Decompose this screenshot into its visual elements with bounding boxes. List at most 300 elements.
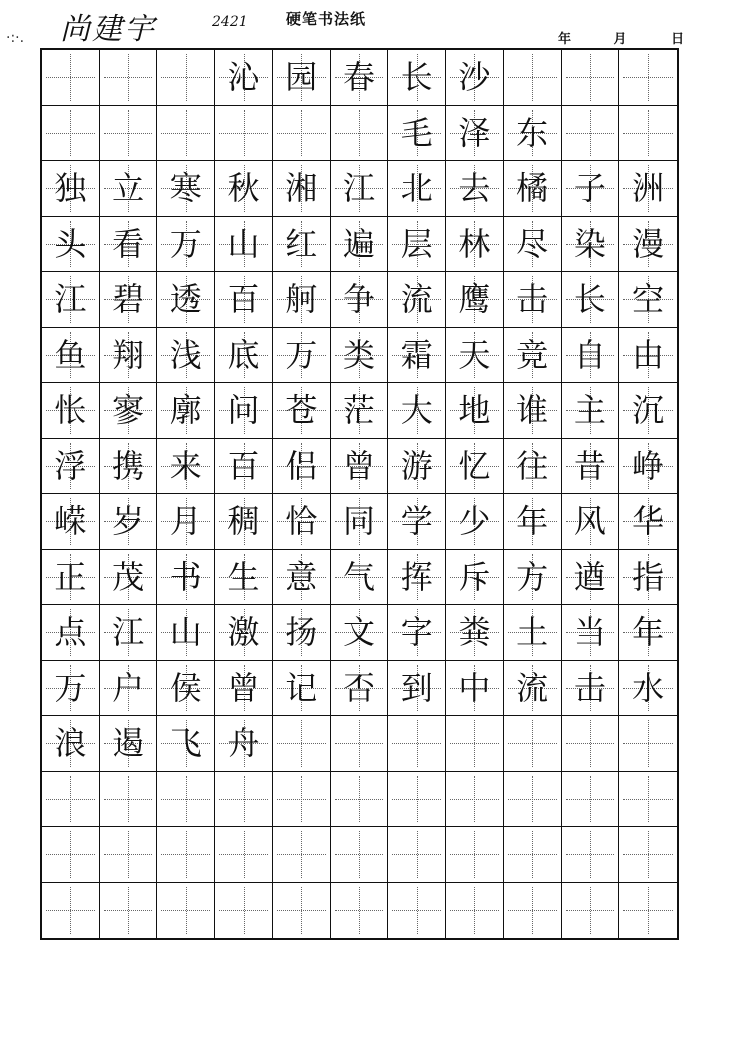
grid-cell: [157, 328, 215, 383]
grid-cell: [273, 50, 331, 105]
grid-row: [42, 106, 677, 162]
grid-character: 江: [112, 613, 145, 652]
grid-character: 字: [400, 613, 433, 652]
grid-cell: [100, 50, 158, 105]
grid-cell: [504, 772, 562, 827]
grid-cell: [100, 661, 158, 716]
grid-character: 碧: [112, 280, 145, 319]
grid-cell: [446, 106, 504, 161]
grid-character: 年: [516, 502, 549, 541]
grid-cell: [388, 550, 446, 605]
grid-character: 看: [112, 224, 145, 263]
grid-character: 激: [227, 613, 260, 652]
grid-cell: [100, 827, 158, 882]
grid-cell: [619, 661, 677, 716]
grid-cell: [388, 772, 446, 827]
grid-cell: [388, 161, 446, 216]
grid-row: [42, 716, 677, 772]
grid-cell: [446, 716, 504, 771]
grid-cell: [273, 217, 331, 272]
grid-cell: [504, 106, 562, 161]
grid-character: 指: [632, 557, 665, 596]
grid-cell: [157, 50, 215, 105]
grid-cell: [562, 106, 620, 161]
grid-character: 携: [112, 446, 145, 485]
grid-character: 往: [516, 446, 549, 485]
grid-cell: [562, 272, 620, 327]
grid-cell: [331, 272, 389, 327]
grid-cell: [215, 716, 273, 771]
date-month-label: 月: [613, 32, 627, 47]
grid-character: 长: [573, 280, 606, 319]
grid-character: 霜: [400, 335, 433, 374]
paper-header: [0, 0, 730, 50]
grid-cell: [42, 827, 100, 882]
grid-cell: [100, 161, 158, 216]
grid-cell: [331, 605, 389, 660]
grid-cell: [215, 439, 273, 494]
grid-character: 挥: [400, 557, 433, 596]
paper-title: 硬笔书法纸: [286, 10, 367, 28]
grid-character: 方: [516, 557, 549, 596]
grid-character: 浮: [54, 446, 87, 485]
grid-cell: [157, 605, 215, 660]
grid-character: 立: [112, 169, 145, 208]
grid-cell: [446, 161, 504, 216]
grid-character: 头: [54, 224, 87, 263]
grid-cell: [215, 772, 273, 827]
grid-cell: [331, 827, 389, 882]
grid-cell: [331, 494, 389, 549]
grid-cell: [273, 106, 331, 161]
grid-cell: [619, 716, 677, 771]
grid-cell: [619, 439, 677, 494]
grid-cell: [619, 217, 677, 272]
grid-cell: [100, 272, 158, 327]
grid-cell: [273, 161, 331, 216]
grid-character: 万: [285, 335, 318, 374]
grid-character: 沉: [632, 391, 665, 430]
grid-character: 园: [285, 58, 318, 97]
grid-character: 寒: [169, 169, 202, 208]
grid-character: 风: [573, 502, 606, 541]
grid-cell: [215, 106, 273, 161]
grid-cell: [215, 328, 273, 383]
grid-cell: [388, 605, 446, 660]
grid-cell: [215, 827, 273, 882]
grid-cell: [446, 550, 504, 605]
grid-cell: [562, 827, 620, 882]
grid-cell: [562, 439, 620, 494]
grid-character: 主: [573, 391, 606, 430]
grid-character: 问: [227, 391, 260, 430]
grid-cell: [215, 550, 273, 605]
grid-character: 茫: [342, 391, 375, 430]
grid-cell: [619, 50, 677, 105]
grid-cell: [157, 217, 215, 272]
grid-cell: [100, 494, 158, 549]
grid-cell: [273, 272, 331, 327]
grid-row: [42, 161, 677, 217]
grid-row: [42, 217, 677, 273]
grid-cell: [157, 661, 215, 716]
grid-cell: [619, 161, 677, 216]
grid-cell: [562, 161, 620, 216]
grid-row: [42, 827, 677, 883]
grid-cell: [619, 494, 677, 549]
grid-character: 稠: [227, 502, 260, 541]
grid-cell: [273, 716, 331, 771]
grid-cell: [215, 383, 273, 438]
grid-character: 春: [342, 58, 375, 97]
grid-character: 竞: [516, 335, 549, 374]
grid-cell: [100, 217, 158, 272]
grid-character: 遍: [342, 224, 375, 263]
grid-cell: [388, 494, 446, 549]
grid-character: 游: [400, 446, 433, 485]
grid-character: 百: [227, 280, 260, 319]
grid-row: [42, 439, 677, 495]
grid-character: 遏: [112, 724, 145, 763]
grid-row: [42, 272, 677, 328]
grid-character: 昔: [573, 446, 606, 485]
grid-character: 浅: [169, 335, 202, 374]
grid-cell: [388, 272, 446, 327]
grid-cell: [446, 217, 504, 272]
grid-character: 沙: [458, 58, 491, 97]
grid-character: 岁: [112, 502, 145, 541]
grid-cell: [504, 883, 562, 939]
grid-character: 沁: [227, 58, 260, 97]
grid-character: 湘: [285, 169, 318, 208]
grid-cell: [273, 550, 331, 605]
grid-row: [42, 383, 677, 439]
grid-cell: [504, 217, 562, 272]
grid-character: 大: [400, 391, 433, 430]
grid-character: 恰: [285, 502, 318, 541]
grid-cell: [388, 661, 446, 716]
grid-cell: [562, 328, 620, 383]
grid-character: 谁: [516, 391, 549, 430]
grid-character: 漫: [632, 224, 665, 263]
grid-cell: [100, 106, 158, 161]
grid-character: 年: [632, 613, 665, 652]
grid-cell: [504, 716, 562, 771]
grid-row: [42, 661, 677, 717]
grid-character: 曾: [342, 446, 375, 485]
grid-cell: [331, 161, 389, 216]
grid-cell: [215, 217, 273, 272]
grid-character: 浪: [54, 724, 87, 763]
grid-character: 鱼: [54, 335, 87, 374]
grid-character: 万: [54, 668, 87, 707]
grid-character: 毛: [400, 113, 433, 152]
grid-cell: [446, 50, 504, 105]
grid-cell: [215, 605, 273, 660]
grid-character: 正: [54, 557, 87, 596]
grid-character: 子: [573, 169, 606, 208]
grid-character: 地: [458, 391, 491, 430]
grid-cell: [331, 716, 389, 771]
grid-character: 舸: [285, 280, 318, 319]
grid-cell: [504, 328, 562, 383]
grid-cell: [504, 550, 562, 605]
grid-character: 独: [54, 169, 87, 208]
grid-cell: [619, 550, 677, 605]
grid-cell: [446, 605, 504, 660]
grid-cell: [562, 550, 620, 605]
grid-cell: [446, 272, 504, 327]
grid-character: 空: [632, 280, 665, 319]
grid-character: 流: [400, 280, 433, 319]
grid-cell: [215, 272, 273, 327]
grid-cell: [100, 772, 158, 827]
scan-speck: ·:·.: [6, 30, 25, 46]
grid-cell: [273, 494, 331, 549]
grid-cell: [446, 439, 504, 494]
grid-cell: [100, 383, 158, 438]
grid-cell: [562, 50, 620, 105]
grid-character: 意: [285, 557, 318, 596]
date-line: [550, 28, 684, 47]
date-year-label: 年: [558, 32, 572, 47]
grid-cell: [157, 827, 215, 882]
grid-cell: [42, 439, 100, 494]
grid-character: 峥: [632, 446, 665, 485]
grid-character: 百: [227, 446, 260, 485]
grid-cell: [157, 161, 215, 216]
grid-character: 侯: [169, 668, 202, 707]
grid-cell: [157, 106, 215, 161]
grid-cell: [619, 827, 677, 882]
grid-character: 染: [573, 224, 606, 263]
grid-cell: [100, 883, 158, 939]
grid-character: 土: [516, 613, 549, 652]
grid-character: 天: [458, 335, 491, 374]
student-name: 尚建宇: [60, 12, 156, 47]
grid-cell: [388, 827, 446, 882]
grid-character: 红: [285, 224, 318, 263]
grid-character: 寥: [112, 391, 145, 430]
grid-cell: [157, 883, 215, 939]
grid-character: 中: [458, 668, 491, 707]
grid-character: 嵘: [54, 502, 87, 541]
grid-character: 生: [227, 557, 260, 596]
grid-character: 层: [400, 224, 433, 263]
grid-cell: [504, 50, 562, 105]
grid-cell: [42, 772, 100, 827]
grid-character: 斥: [458, 557, 491, 596]
grid-cell: [504, 439, 562, 494]
grid-cell: [446, 772, 504, 827]
grid-character: 自: [573, 335, 606, 374]
grid-cell: [619, 106, 677, 161]
grid-character: 北: [400, 169, 433, 208]
grid-cell: [331, 883, 389, 939]
grid-character: 遒: [573, 557, 606, 596]
grid-cell: [331, 772, 389, 827]
grid-character: 华: [632, 502, 665, 541]
grid-character: 透: [169, 280, 202, 319]
grid-cell: [215, 661, 273, 716]
grid-cell: [157, 439, 215, 494]
grid-character: 万: [169, 224, 202, 263]
grid-cell: [273, 661, 331, 716]
grid-cell: [388, 50, 446, 105]
grid-character: 泽: [458, 113, 491, 152]
grid-character: 学: [400, 502, 433, 541]
grid-row: [42, 50, 677, 106]
grid-cell: [100, 328, 158, 383]
grid-cell: [157, 772, 215, 827]
grid-character: 粪: [458, 613, 491, 652]
grid-character: 山: [227, 224, 260, 263]
grid-cell: [504, 383, 562, 438]
grid-character: 月: [169, 502, 202, 541]
grid-character: 击: [573, 668, 606, 707]
grid-cell: [331, 439, 389, 494]
grid-cell: [562, 716, 620, 771]
grid-cell: [331, 106, 389, 161]
grid-character: 忆: [458, 446, 491, 485]
grid-cell: [446, 328, 504, 383]
grid-cell: [273, 883, 331, 939]
grid-cell: [562, 383, 620, 438]
grid-character: 去: [458, 169, 491, 208]
grid-character: 橘: [516, 169, 549, 208]
grid-cell: [446, 883, 504, 939]
grid-cell: [331, 217, 389, 272]
grid-cell: [562, 494, 620, 549]
grid-cell: [157, 494, 215, 549]
grid-cell: [42, 161, 100, 216]
grid-cell: [504, 161, 562, 216]
grid-character: 户: [112, 668, 145, 707]
grid-cell: [446, 827, 504, 882]
grid-cell: [388, 383, 446, 438]
grid-cell: [273, 772, 331, 827]
grid-cell: [446, 494, 504, 549]
grid-row: [42, 883, 677, 939]
calligraphy-grid: [40, 48, 679, 940]
grid-cell: [562, 772, 620, 827]
grid-character: 苍: [285, 391, 318, 430]
grid-cell: [100, 605, 158, 660]
grid-cell: [273, 605, 331, 660]
grid-character: 记: [285, 668, 318, 707]
grid-cell: [157, 383, 215, 438]
grid-character: 飞: [169, 724, 202, 763]
grid-character: 秋: [227, 169, 260, 208]
grid-character: 水: [632, 668, 665, 707]
grid-row: [42, 772, 677, 828]
grid-cell: [619, 605, 677, 660]
grid-character: 茂: [112, 557, 145, 596]
grid-cell: [273, 827, 331, 882]
grid-cell: [446, 661, 504, 716]
grid-row: [42, 605, 677, 661]
grid-cell: [331, 328, 389, 383]
grid-cell: [42, 383, 100, 438]
grid-cell: [446, 383, 504, 438]
grid-cell: [388, 106, 446, 161]
grid-cell: [42, 272, 100, 327]
grid-cell: [619, 883, 677, 939]
grid-cell: [42, 661, 100, 716]
grid-cell: [331, 661, 389, 716]
grid-cell: [42, 106, 100, 161]
grid-cell: [619, 272, 677, 327]
grid-character: 山: [169, 613, 202, 652]
grid-cell: [388, 716, 446, 771]
grid-character: 同: [342, 502, 375, 541]
grid-cell: [215, 161, 273, 216]
grid-cell: [273, 439, 331, 494]
grid-character: 气: [342, 557, 375, 596]
grid-character: 点: [54, 613, 87, 652]
grid-character: 怅: [54, 391, 87, 430]
grid-character: 到: [400, 668, 433, 707]
grid-cell: [215, 883, 273, 939]
grid-character: 少: [458, 502, 491, 541]
grid-character: 否: [342, 668, 375, 707]
grid-cell: [619, 328, 677, 383]
grid-cell: [157, 550, 215, 605]
grid-character: 书: [169, 557, 202, 596]
grid-cell: [215, 494, 273, 549]
grid-character: 由: [632, 335, 665, 374]
grid-cell: [504, 661, 562, 716]
grid-cell: [42, 328, 100, 383]
grid-cell: [562, 217, 620, 272]
grid-cell: [388, 439, 446, 494]
grid-character: 翔: [112, 335, 145, 374]
grid-character: 江: [54, 280, 87, 319]
grid-row: [42, 494, 677, 550]
grid-character: 来: [169, 446, 202, 485]
grid-cell: [42, 494, 100, 549]
grid-character: 林: [458, 224, 491, 263]
grid-row: [42, 550, 677, 606]
grid-cell: [504, 494, 562, 549]
grid-cell: [619, 383, 677, 438]
grid-character: 文: [342, 613, 375, 652]
grid-cell: [331, 550, 389, 605]
grid-character: 洲: [632, 169, 665, 208]
grid-cell: [388, 217, 446, 272]
grid-cell: [215, 50, 273, 105]
grid-cell: [388, 883, 446, 939]
grid-cell: [619, 772, 677, 827]
date-day-label: 日: [671, 32, 685, 47]
grid-cell: [331, 383, 389, 438]
grid-cell: [157, 272, 215, 327]
grid-cell: [504, 272, 562, 327]
grid-cell: [562, 883, 620, 939]
grid-cell: [504, 827, 562, 882]
grid-cell: [388, 328, 446, 383]
grid-character: 类: [342, 335, 375, 374]
grid-character: 扬: [285, 613, 318, 652]
grid-character: 争: [342, 280, 375, 319]
grid-character: 流: [516, 668, 549, 707]
grid-cell: [100, 716, 158, 771]
grid-cell: [562, 605, 620, 660]
grid-cell: [42, 217, 100, 272]
grid-cell: [504, 605, 562, 660]
grid-cell: [42, 716, 100, 771]
grid-character: 长: [400, 58, 433, 97]
